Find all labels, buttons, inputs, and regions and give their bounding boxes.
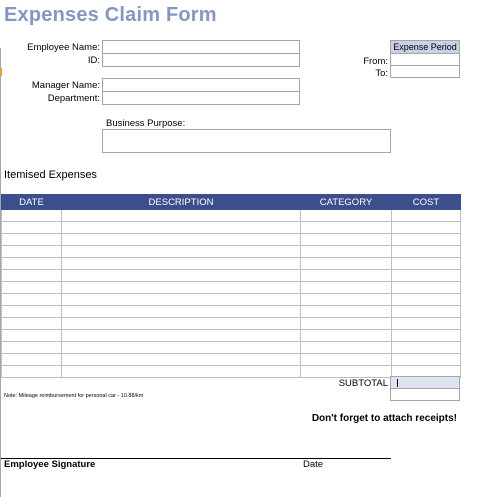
category-cell[interactable] (301, 222, 392, 234)
category-cell[interactable] (301, 330, 392, 342)
itemised-expenses-heading: Itemised Expenses (4, 169, 97, 181)
cost-cell[interactable] (392, 330, 461, 342)
category-cell[interactable] (301, 306, 392, 318)
table-row (2, 318, 461, 330)
cost-cell[interactable] (392, 222, 461, 234)
date-cell[interactable] (2, 330, 62, 342)
category-cell[interactable] (301, 258, 392, 270)
category-cell[interactable] (301, 342, 392, 354)
table-row (2, 306, 461, 318)
description-cell[interactable] (62, 306, 301, 318)
department-field[interactable] (102, 91, 300, 105)
employee-name-field[interactable] (102, 40, 300, 54)
id-field[interactable] (102, 53, 300, 67)
expense-period-header: Expense Period (390, 40, 460, 54)
column-header-date: DATE (2, 195, 62, 210)
table-row (2, 294, 461, 306)
to-date-field[interactable] (390, 65, 460, 78)
cost-cell[interactable] (392, 294, 461, 306)
table-row (2, 234, 461, 246)
cost-cell[interactable] (392, 234, 461, 246)
table-row (2, 210, 461, 222)
form-title: Expenses Claim Form (4, 4, 217, 26)
cost-cell[interactable] (392, 270, 461, 282)
cell-marker (0, 68, 2, 76)
date-cell[interactable] (2, 234, 62, 246)
from-label: From: (363, 56, 388, 67)
manager-name-field[interactable] (102, 78, 300, 92)
date-cell[interactable] (2, 246, 62, 258)
description-cell[interactable] (62, 282, 301, 294)
cost-cell[interactable] (392, 282, 461, 294)
cost-cell[interactable] (392, 210, 461, 222)
description-cell[interactable] (62, 342, 301, 354)
cost-cell[interactable] (392, 258, 461, 270)
date-cell[interactable] (2, 258, 62, 270)
date-cell[interactable] (2, 306, 62, 318)
description-cell[interactable] (62, 258, 301, 270)
category-cell[interactable] (301, 282, 392, 294)
cost-cell[interactable] (392, 318, 461, 330)
table-row (2, 282, 461, 294)
table-row (2, 330, 461, 342)
table-row (2, 258, 461, 270)
description-cell[interactable] (62, 318, 301, 330)
category-cell[interactable] (301, 294, 392, 306)
subtotal-label: SUBTOTAL (338, 378, 388, 389)
department-label: Department: (47, 93, 100, 104)
category-cell[interactable] (301, 354, 392, 366)
date-cell[interactable] (2, 294, 62, 306)
table-row (2, 342, 461, 354)
table-header-row (2, 195, 461, 210)
table-row (2, 246, 461, 258)
description-cell[interactable] (62, 222, 301, 234)
business-purpose-field[interactable] (102, 129, 391, 153)
category-cell[interactable] (301, 366, 392, 378)
date-label: Date (303, 459, 324, 470)
table-row (2, 222, 461, 234)
description-cell[interactable] (62, 246, 301, 258)
date-cell[interactable] (2, 318, 62, 330)
cost-cell[interactable] (392, 246, 461, 258)
description-cell[interactable] (62, 234, 301, 246)
id-label: ID: (87, 55, 100, 66)
category-cell[interactable] (301, 318, 392, 330)
column-header-category: CATEGORY (301, 195, 392, 210)
column-header-description: DESCRIPTION (62, 195, 301, 210)
mileage-note: Note: Mileage reimbursement for personal car - 10.88/km (4, 393, 144, 399)
cost-cell[interactable] (392, 306, 461, 318)
total-field[interactable] (390, 388, 460, 401)
manager-name-label: Manager Name: (31, 80, 100, 91)
category-cell[interactable] (301, 210, 392, 222)
description-cell[interactable] (62, 366, 301, 378)
description-cell[interactable] (62, 270, 301, 282)
text-cursor (397, 379, 398, 387)
category-cell[interactable] (301, 246, 392, 258)
business-purpose-label: Business Purpose: (106, 118, 186, 129)
date-cell[interactable] (2, 282, 62, 294)
receipt-reminder: Don't forget to attach receipts! (311, 413, 457, 424)
cost-cell[interactable] (392, 354, 461, 366)
date-cell[interactable] (2, 222, 62, 234)
expenses-table (1, 194, 461, 378)
description-cell[interactable] (62, 294, 301, 306)
description-cell[interactable] (62, 354, 301, 366)
description-cell[interactable] (62, 210, 301, 222)
cost-cell[interactable] (392, 342, 461, 354)
date-cell[interactable] (2, 342, 62, 354)
category-cell[interactable] (301, 234, 392, 246)
date-cell[interactable] (2, 366, 62, 378)
category-cell[interactable] (301, 270, 392, 282)
table-row (2, 270, 461, 282)
to-label: To: (375, 68, 388, 79)
employee-signature-label: Employee Signature (4, 459, 96, 470)
date-cell[interactable] (2, 270, 62, 282)
employee-name-label: Employee Name: (27, 42, 100, 53)
description-cell[interactable] (62, 330, 301, 342)
column-header-cost: COST (392, 195, 461, 210)
date-cell[interactable] (2, 210, 62, 222)
date-cell[interactable] (2, 354, 62, 366)
table-row (2, 354, 461, 366)
